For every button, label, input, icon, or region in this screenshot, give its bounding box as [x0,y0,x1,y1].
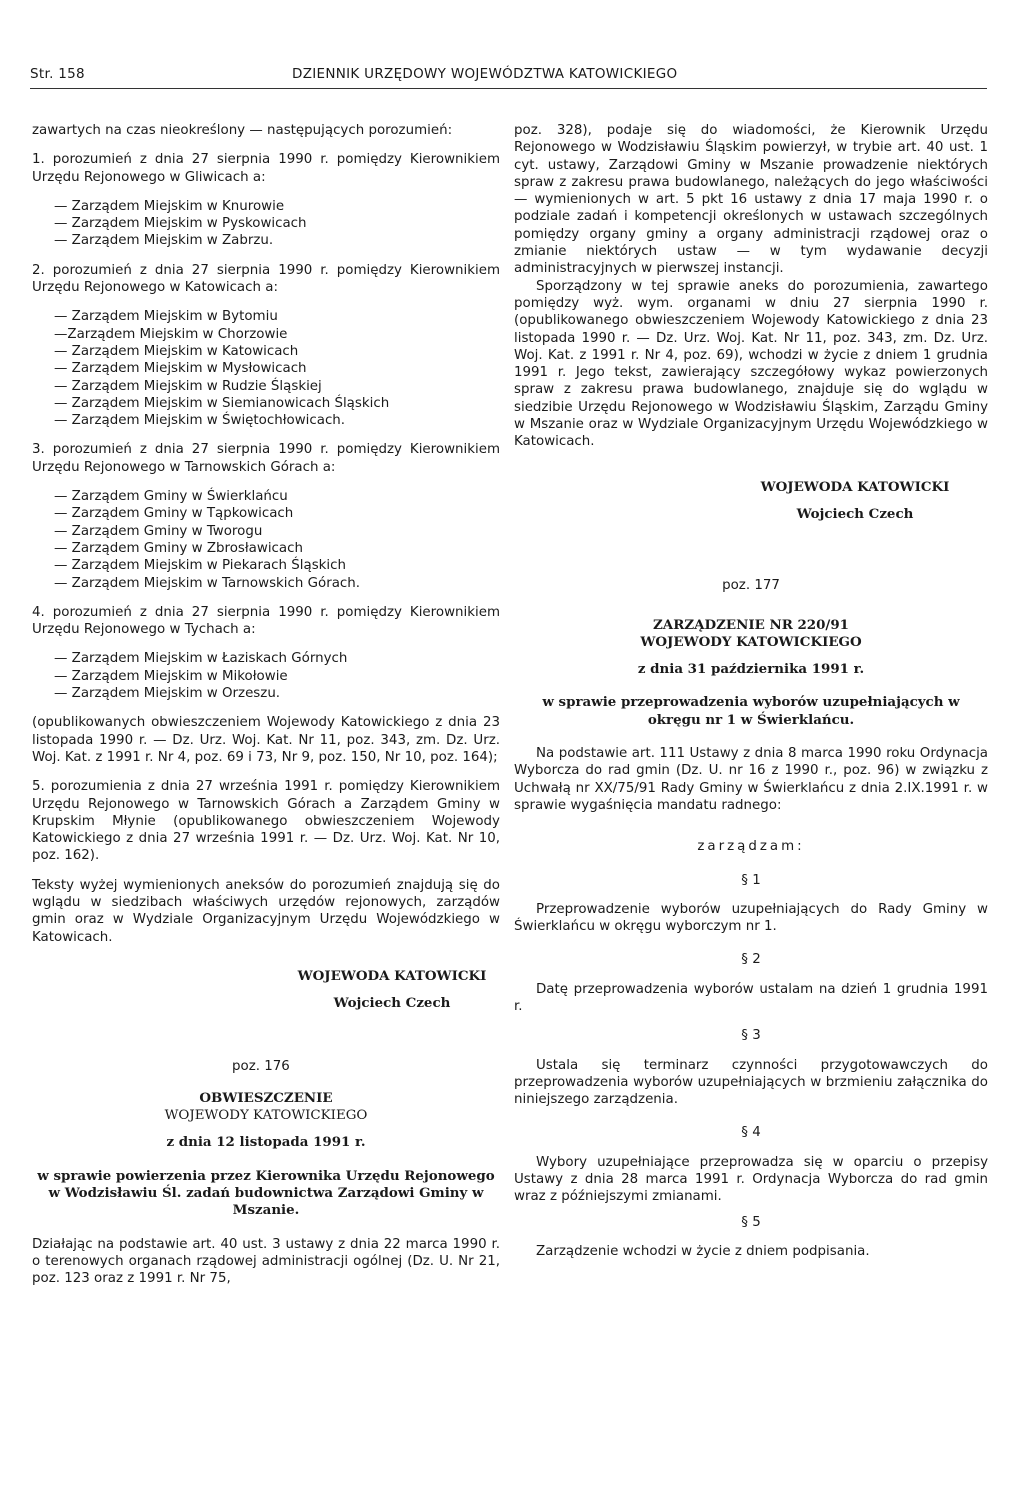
section-1-mark: § 1 [741,872,761,888]
journal-title: DZIENNIK URZĘDOWY WOJEWÓDZTWA KATOWICKIEGO [292,66,678,82]
list-item: — Zarządem Miejskim w Piekarach Śląskich [54,558,347,574]
order-preamble: Na podstawie art. 111 Ustawy z dnia 8 marca 1990 roku Ordynacja Wyborcza do rad gmin (Dz. U. nr 16 z 1990 r., poz. 96) w związku z Uchwałą nr XX/75/91 Rady Gminy w Świerklańcu z dnia 2.IX.1991 r. w sprawie wygaśnięcia mandatu radnego: [514,746,988,813]
notice-authority: WOJEWODY KATOWICKIEGO [164,1108,368,1124]
section-3-mark: § 3 [741,1028,761,1044]
section-1-text: Przeprowadzenie wyborów uzupełniających do Rady Gminy w Świerklańcu w okręgu wyborczym nr 1. [514,901,988,935]
order-date: z dnia 31 października 1991 r. [637,661,865,678]
agreement-1-heading: 1. porozumień z dnia 27 sierpnia 1990 r. pomiędzy Kierownikiem Urzędu Rejonowego w Gliwicach a: [32,152,500,185]
order-header [514,617,988,679]
notice-body: Działając na podstawie art. 40 ust. 3 ustawy z dnia 22 marca 1990 r. o terenowych organach rządowej administracji ogólnej (Dz. U. Nr 21, poz. 123 oraz z 1991 r. Nr 75, [32,1236,500,1287]
agreement-4-heading: 4. porozumień z dnia 27 sierpnia 1990 r. pomiędzy Kierownikiem Urzędu Rejonowego w Tychach a: [32,604,500,638]
notice-subject: w sprawie powierzenia przez Kierownika Urzędu Rejonowego w Wodzisławiu Śl. zadań budownictwa Zarządowi Gminy w Mszanie. [37,1167,495,1219]
agreement-4-list [32,650,500,702]
list-item: — Zarządem Miejskim w Łaziskach Górnych [54,651,348,667]
agreement-1-list [32,198,500,250]
signature-title: WOJEWODA KATOWICKI [297,967,487,984]
section-5-mark: § 5 [741,1214,761,1230]
notice-header [32,1090,500,1152]
left-column [32,122,500,1287]
agreement-3-list [32,488,500,592]
section-4-text: Wybory uzupełniające przeprowadza się w oparciu o przepisy Ustawy z dnia 28 marca 1991 r. Ordynacja Wyborcza do rad gmin wraz z późniejszymi zmianami. [514,1154,988,1205]
order-type: ZARZĄDZENIE NR 220/91 [653,616,849,633]
agreement-5: 5. porozumienia z dnia 27 września 1991 r. pomiędzy Kierownikiem Urzędu Rejonowego w Tarnowskich Górach a Zarządem Gminy w Krupskim Młynie (opublikowanego obwieszczeniem Wojewody Katowickiego z dnia 27 września 1991 r. — Dz. Urz. Woj. Kat. Nr 10, poz. 162). [32,779,500,864]
signature-name: Wojciech Czech [333,995,451,1012]
list-item: — Zarządem Miejskim w Mikołowie [54,668,288,684]
agreement-2-list [32,308,500,429]
list-item: — Zarządem Gminy w Świerklańcu [54,489,288,505]
list-item: — Zarządem Gminy w Tąpkowicach [54,506,294,522]
list-item: —Zarządem Miejskim w Chorzowie [54,326,288,342]
annex-paragraph: Sporządzony w tej sprawie aneks do porozumienia, zawartego pomiędzy wyż. wym. organami w dniu 27 sierpnia 1990 r. (opublikowanego obwieszczeniem Wojewody Katowickiego z dnia 23 listopada 1990 r. — Dz. Urz. Woj. Kat. Nr 11, poz. 343, zm. Dz. Urz. Woj. Kat. z 1991 r. Nr 4, poz. 69), wchodzi w życie z dniem 1 grudnia 1991 r. Jego tekst, zawierający szczegółowy wykaz powierzonych spraw z zakresu prawa budowlanego, znajduje się do wglądu w siedzibie Urzędu Rejonowego w Wodzisławiu Śląskim, Zarządu Gminy w Mszanie oraz w Wydziale Organizacyjnym Urzędu Wojewódzkiego w Katowicach. [514,278,988,450]
signature-title: WOJEWODA KATOWICKI [760,478,950,495]
list-item: — Zarządem Miejskim w Katowicach [54,343,299,359]
list-item: — Zarządem Miejskim w Świętochłowicach. [54,413,346,429]
list-item: — Zarządem Miejskim w Knurowie [54,198,285,214]
list-item: — Zarządem Gminy w Tworogu [54,523,263,539]
agreement-2-heading: 2. porozumień z dnia 27 sierpnia 1990 r. pomiędzy Kierownikiem Urzędu Rejonowego w Katowicach a: [32,262,500,296]
order-decree: zarządzam: [697,839,805,855]
signature-block-176b [740,479,970,524]
signature-block-176 [277,968,507,1013]
order-authority: WOJEWODY KATOWICKIEGO [640,633,862,650]
section-3-text: Ustala się terminarz czynności przygotowawczych do przeprowadzenia wyborów uzupełniających w brzmieniu załącznika do niniejszego zarządzenia. [514,1057,988,1108]
section-2-text: Datę przeprowadzenia wyborów ustalam na dzień 1 grudnia 1991 r. [514,981,988,1014]
list-item: — Zarządem Miejskim w Tarnowskich Górach. [54,575,361,591]
agreement-3-heading: 3. porozumień z dnia 27 sierpnia 1990 r. pomiędzy Kierownikiem Urzędu Rejonowego w Tarnowskich Górach a: [32,442,500,475]
list-item: — Zarządem Miejskim w Rudzie Śląskiej [54,378,322,394]
section-2-mark: § 2 [741,952,761,968]
position-number-177: poz. 177 [722,578,780,594]
section-5-text: Zarządzenie wchodzi w życie z dniem podpisania. [536,1243,870,1259]
publication-note: (opublikowanych obwieszczeniem Wojewody Katowickiego z dnia 23 listopada 1990 r. — Dz. Urz. Woj. Kat. Nr 11, poz. 343, zm. Dz. Urz. Woj. Kat. z 1991 r. Nr 4, poz. 69 i 73, Nr 9, poz. 150, Nr 10, poz. 164); [32,715,500,765]
list-item: — Zarządem Gminy w Zbrosławicach [54,540,303,556]
texts-note: Teksty wyżej wymienionych aneksów do porozumień znajdują się do wglądu w siedzibach właściwych urzędów rejonowych, zarządów gmin oraz w Wydziale Organizacyjnym Urzędu Wojewódzkiego w Katowicach. [32,877,500,945]
list-item: — Zarządem Miejskim w Mysłowicach [54,361,307,377]
order-subject: w sprawie przeprowadzenia wyborów uzupełniających w okręgu nr 1 w Świerklańcu. [542,694,960,728]
list-item: — Zarządem Miejskim w Bytomiu [54,309,278,325]
section-4-mark: § 4 [741,1125,761,1141]
notice-type: OBWIESZCZENIE [199,1089,333,1106]
page-number: Str. 158 [30,66,85,82]
list-item: — Zarządem Miejskim w Zabrzu. [54,233,274,249]
notice-date: z dnia 12 listopada 1991 r. [166,1134,366,1151]
intro-text: zawartych na czas nieokreślony — następujących porozumień: [32,123,453,138]
page-header [30,62,987,89]
list-item: — Zarządem Miejskim w Siemianowicach Śląskich [54,395,390,411]
position-number-176: poz. 176 [232,1059,290,1075]
notice-body-continued: poz. 328), podaje się do wiadomości, że Kierownik Urzędu Rejonowego w Wodzisławiu Śląskim powierzył, w trybie art. 40 ust. 1 cyt. ustawy, Zarządowi Gminy w Mszanie prowadzenie niektórych spraw z zakresu prawa budowlanego, należących do jego właściwości — wymienionych w art. 5 pkt 16 ustawy z dnia 17 maja 1990 r. o podziale zadań i kompetencji określonych w ustawach szczególnych pomiędzy organy gminy a organy administracji rządowej oraz o zmianie niektórych ustaw — w tym wydawanie decyzji administracyjnych w pierwszej instancji. [514,123,988,277]
signature-name: Wojciech Czech [796,505,914,522]
right-column [514,122,988,1260]
list-item: — Zarządem Miejskim w Orzeszu. [54,686,281,702]
list-item: — Zarządem Miejskim w Pyskowicach [54,216,307,232]
